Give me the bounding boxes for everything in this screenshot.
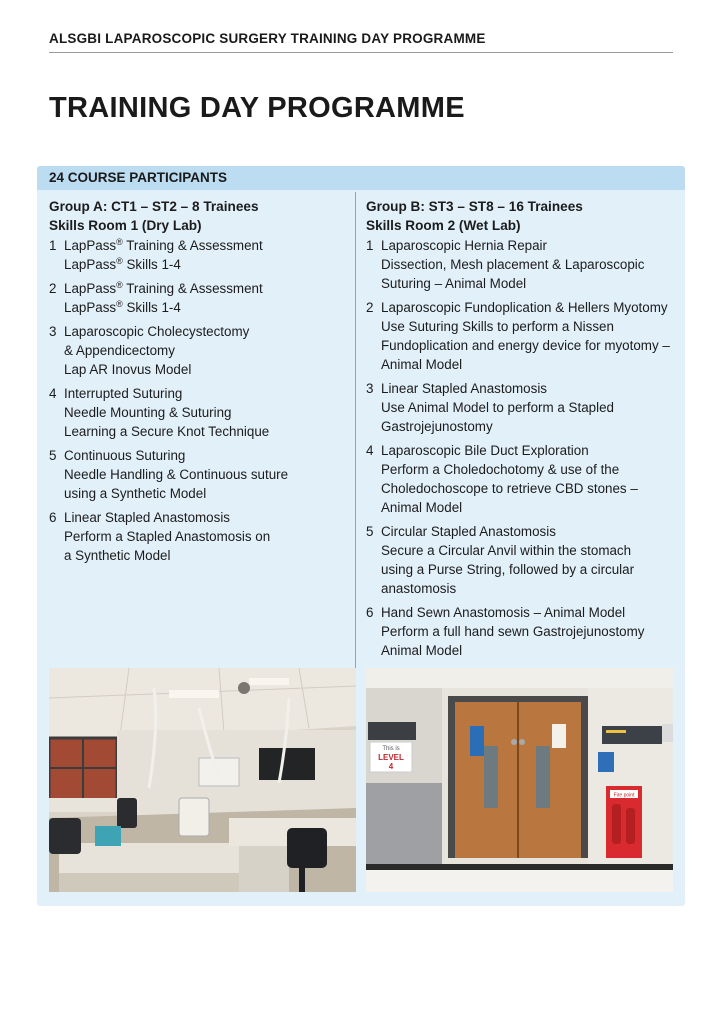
registered-mark: ® (116, 237, 123, 247)
item-line: Laparoscopic Hernia Repair (381, 238, 547, 253)
registered-mark: ® (116, 256, 123, 266)
group-b-item-6 (366, 603, 678, 660)
item-line: Animal Model (381, 357, 463, 372)
item-line: using a Purse String, followed by a circular (381, 562, 635, 577)
item-line: Gastrojejunostomy (381, 419, 493, 434)
participants-heading: 24 COURSE PARTICIPANTS (49, 170, 228, 185)
group-b-item-3 (366, 379, 678, 436)
fire-point-label: Fire point (613, 792, 635, 799)
item-line: Perform a Stapled Anastomosis on (64, 529, 271, 544)
item-number: 3 (49, 324, 57, 339)
group-a-room: Skills Room 1 (Dry Lab) (49, 218, 202, 233)
item-line: Lap AR Inovus Model (64, 362, 192, 377)
item-line: Animal Model (381, 643, 463, 658)
item-line: Circular Stapled Anastomosis (381, 524, 556, 539)
item-line: Animal Model (381, 500, 463, 515)
level-sign-num: 4 (388, 762, 394, 771)
item-number: 2 (366, 300, 374, 315)
group-a-item-2 (49, 279, 349, 317)
item-line: Fundoplication and energy device for myotomy – (381, 338, 670, 353)
item-line: Choledochoscope to retrieve CBD stones – (381, 481, 638, 496)
group-b-room: Skills Room 2 (Wet Lab) (366, 218, 521, 233)
item-text: Training & Assessment (122, 238, 263, 253)
group-a-item-5 (49, 446, 349, 503)
item-number: 3 (366, 381, 374, 396)
item-text: LapPass (64, 300, 117, 315)
group-a-item-3 (49, 322, 349, 379)
item-line: & Appendicectomy (64, 343, 175, 358)
group-b-item-5 (366, 522, 678, 598)
item-line: Suturing – Animal Model (381, 276, 527, 291)
panel-header (37, 166, 685, 190)
item-number: 2 (49, 281, 57, 296)
item-line: Learning a Secure Knot Technique (64, 424, 270, 439)
item-text: Training & Assessment (122, 281, 263, 296)
item-line: Linear Stapled Anastomosis (381, 381, 547, 396)
group-b-item-1 (366, 236, 678, 293)
group-b-item-4 (366, 441, 678, 517)
item-line: Perform a full hand sewn Gastrojejunostomy (381, 624, 645, 639)
item-number: 4 (366, 443, 374, 458)
group-a-item-4 (49, 384, 349, 441)
registered-mark: ® (116, 280, 123, 290)
item-number: 6 (49, 510, 57, 525)
group-a-title: Group A: CT1 – ST2 – 8 Trainees (49, 199, 259, 214)
page-title: TRAINING DAY PROGRAMME (49, 92, 465, 124)
item-number: 4 (49, 386, 57, 401)
level-sign-small: This is (382, 746, 400, 752)
dry-lab-photo (49, 668, 356, 892)
item-line: Needle Mounting & Suturing (64, 405, 232, 420)
item-line: anastomosis (381, 581, 457, 596)
item-line: Perform a Choledochotomy & use of the (381, 462, 620, 477)
item-line: Use Suturing Skills to perform a Nissen (381, 319, 614, 334)
group-a-column (49, 197, 349, 570)
item-line: Use Animal Model to perform a Stapled (381, 400, 614, 415)
running-head: ALSGBI LAPAROSCOPIC SURGERY TRAINING DAY PROGRAMME (49, 31, 673, 53)
item-number: 5 (49, 448, 57, 463)
item-line: Needle Handling & Continuous suture (64, 467, 289, 482)
wet-lab-photo (366, 668, 673, 892)
item-line: Linear Stapled Anastomosis (64, 510, 230, 525)
item-line: a Synthetic Model (64, 548, 171, 563)
item-number: 6 (366, 605, 374, 620)
item-text: Skills 1-4 (122, 300, 181, 315)
item-text: Skills 1-4 (122, 257, 181, 272)
group-b-item-2 (366, 298, 678, 374)
item-line: Laparoscopic Fundoplication & Hellers Myotomy (381, 300, 668, 315)
item-line: Hand Sewn Anastomosis – Animal Model (381, 605, 626, 620)
group-b-title: Group B: ST3 – ST8 – 16 Trainees (366, 199, 583, 214)
item-number: 1 (49, 238, 57, 253)
level-sign-big: LEVEL (378, 753, 404, 762)
group-b-column (366, 197, 678, 665)
item-line: Laparoscopic Bile Duct Exploration (381, 443, 589, 458)
item-line: Continuous Suturing (64, 448, 186, 463)
item-line: using a Synthetic Model (64, 486, 207, 501)
item-number: 1 (366, 238, 374, 253)
item-text: LapPass (64, 257, 117, 272)
registered-mark: ® (116, 299, 123, 309)
item-number: 5 (366, 524, 374, 539)
item-line: Secure a Circular Anvil within the stomach (381, 543, 632, 558)
group-a-item-6 (49, 508, 349, 565)
item-text: LapPass (64, 238, 117, 253)
group-a-item-1 (49, 236, 349, 274)
item-line: Dissection, Mesh placement & Laparoscopic (381, 257, 645, 272)
item-text: LapPass (64, 281, 117, 296)
item-line: Laparoscopic Cholecystectomy (64, 324, 250, 339)
item-line: Interrupted Suturing (64, 386, 183, 401)
